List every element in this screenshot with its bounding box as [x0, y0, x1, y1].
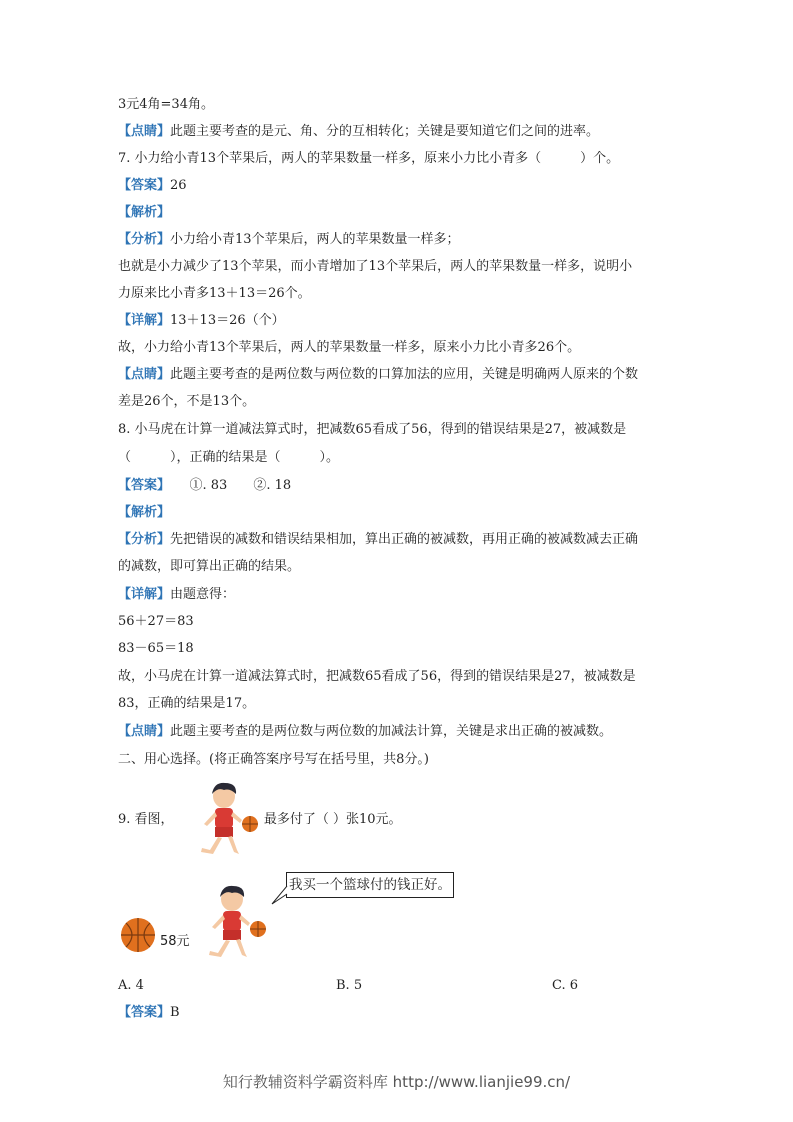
equation-line [118, 613, 194, 631]
answer-tag: 【答案】 [118, 478, 164, 493]
equation-line [118, 640, 194, 658]
answer-tag: 【答案】 [118, 178, 171, 193]
text-line [118, 504, 170, 522]
choice-a: A. 4 [118, 978, 144, 993]
text-line [118, 177, 187, 195]
line-text: 7. 小力给小青13个苹果后，两人的苹果数量一样多，原来小力比小青多（ ）个。 [118, 151, 620, 166]
question-7 [118, 150, 619, 168]
line-text: 由题意得： [170, 587, 236, 602]
line-text: 的减数，即可算出正确的结果。 [118, 559, 301, 574]
line-text: 故，小力给小青13个苹果后，两人的苹果数量一样多，原来小力比小青多26个。 [118, 340, 581, 355]
section-tag: 【点睛】 [118, 724, 171, 739]
line-text: 此题主要考查的是两位数与两位数的口算加法的应用，关键是明确两人原来的个数 [170, 367, 639, 382]
line-text: （ ），正确的结果是（ ）。 [118, 450, 340, 465]
answer-9-text: B [170, 1005, 180, 1020]
text-line [118, 477, 291, 495]
text-line [118, 449, 339, 467]
text-line [118, 96, 214, 114]
line-text: 8. 小马虎在计算一道减法算式时，把减数65看成了56，得到的错误结果是27，被减数是 [118, 422, 627, 437]
text-line [118, 393, 255, 411]
text-line [118, 723, 612, 741]
question-9-suffix: 最多付了（ ）张10元。 [263, 812, 402, 827]
basketball-player-illustration [190, 780, 262, 860]
price-label: 58元 [160, 934, 190, 949]
text-line [118, 123, 599, 141]
analysis-tag: 【解析】 [118, 205, 171, 220]
line-text: 3元4角=34角。 [118, 97, 214, 112]
text-line [118, 312, 285, 330]
text-line [118, 586, 235, 604]
line-text: 13＋13＝26（个） [170, 313, 285, 328]
text-line [118, 558, 300, 576]
line-text: 故，小马虎在计算一道减法算式时，把减数65看成了56，得到的错误结果是27，被减数是 [118, 669, 636, 684]
section-tag: 【分析】 [118, 532, 171, 547]
line-text: 56＋27＝83 [118, 614, 194, 629]
question-8 [118, 421, 626, 439]
line-text: 此题主要考查的是元、角、分的互相转化；关键是要知道它们之间的进率。 [170, 124, 600, 139]
line-text: 83－65＝18 [118, 641, 194, 656]
section-tag: 【详解】 [118, 313, 171, 328]
text-line [118, 531, 638, 549]
line-text: 此题主要考查的是两位数与两位数的加减法计算，关键是求出正确的被减数。 [170, 724, 613, 739]
text-line [118, 258, 632, 276]
section-heading [118, 751, 429, 769]
text-line [118, 204, 170, 222]
line-text: 先把错误的减数和错误结果相加，算出正确的被减数，再用正确的被减数减去正确 [170, 532, 639, 547]
line-text: 力原来比小青多13＋13＝26个。 [118, 286, 311, 301]
analysis-tag: 【解析】 [118, 505, 171, 520]
answer-tag: 【答案】 [118, 1005, 171, 1020]
text-line [118, 695, 255, 713]
line-text: 差是26个，不是13个。 [118, 394, 256, 409]
basketball-player-illustration [198, 883, 270, 963]
line-text: ①. 83 ②. 18 [163, 478, 292, 493]
line-text: 也就是小力减少了13个苹果，而小青增加了13个苹果后，两人的苹果数量一样多，说明小 [118, 259, 633, 274]
text-line [118, 231, 460, 249]
section-tag: 【点睛】 [118, 124, 171, 139]
footer-watermark: 知行教辅资料学霸资料库 http://www.lianjie99.cn/ [222, 1073, 571, 1091]
text-line [118, 366, 638, 384]
text-line [118, 339, 580, 357]
section-tag: 【详解】 [118, 587, 171, 602]
speech-bubble-pointer [270, 886, 290, 906]
line-text: 小力给小青13个苹果后，两人的苹果数量一样多； [170, 232, 460, 247]
text-line [118, 285, 311, 303]
choice-b: B. 5 [336, 978, 363, 993]
section-tag: 【分析】 [118, 232, 171, 247]
choice-c: C. 6 [552, 978, 579, 993]
line-text: 83，正确的结果是17。 [118, 696, 256, 711]
text-line [118, 668, 636, 686]
section-tag: 【点睛】 [118, 367, 171, 382]
line-text: 26 [170, 178, 187, 193]
question-9-prefix: 9. 看图， [118, 812, 174, 827]
basketball-icon [120, 917, 156, 953]
line-text: 二、用心选择。(将正确答案序号写在括号里，共8分。) [118, 752, 429, 767]
answer-9 [118, 1004, 180, 1022]
speech-bubble: 我买一个篮球付的钱正好。 [286, 872, 454, 898]
